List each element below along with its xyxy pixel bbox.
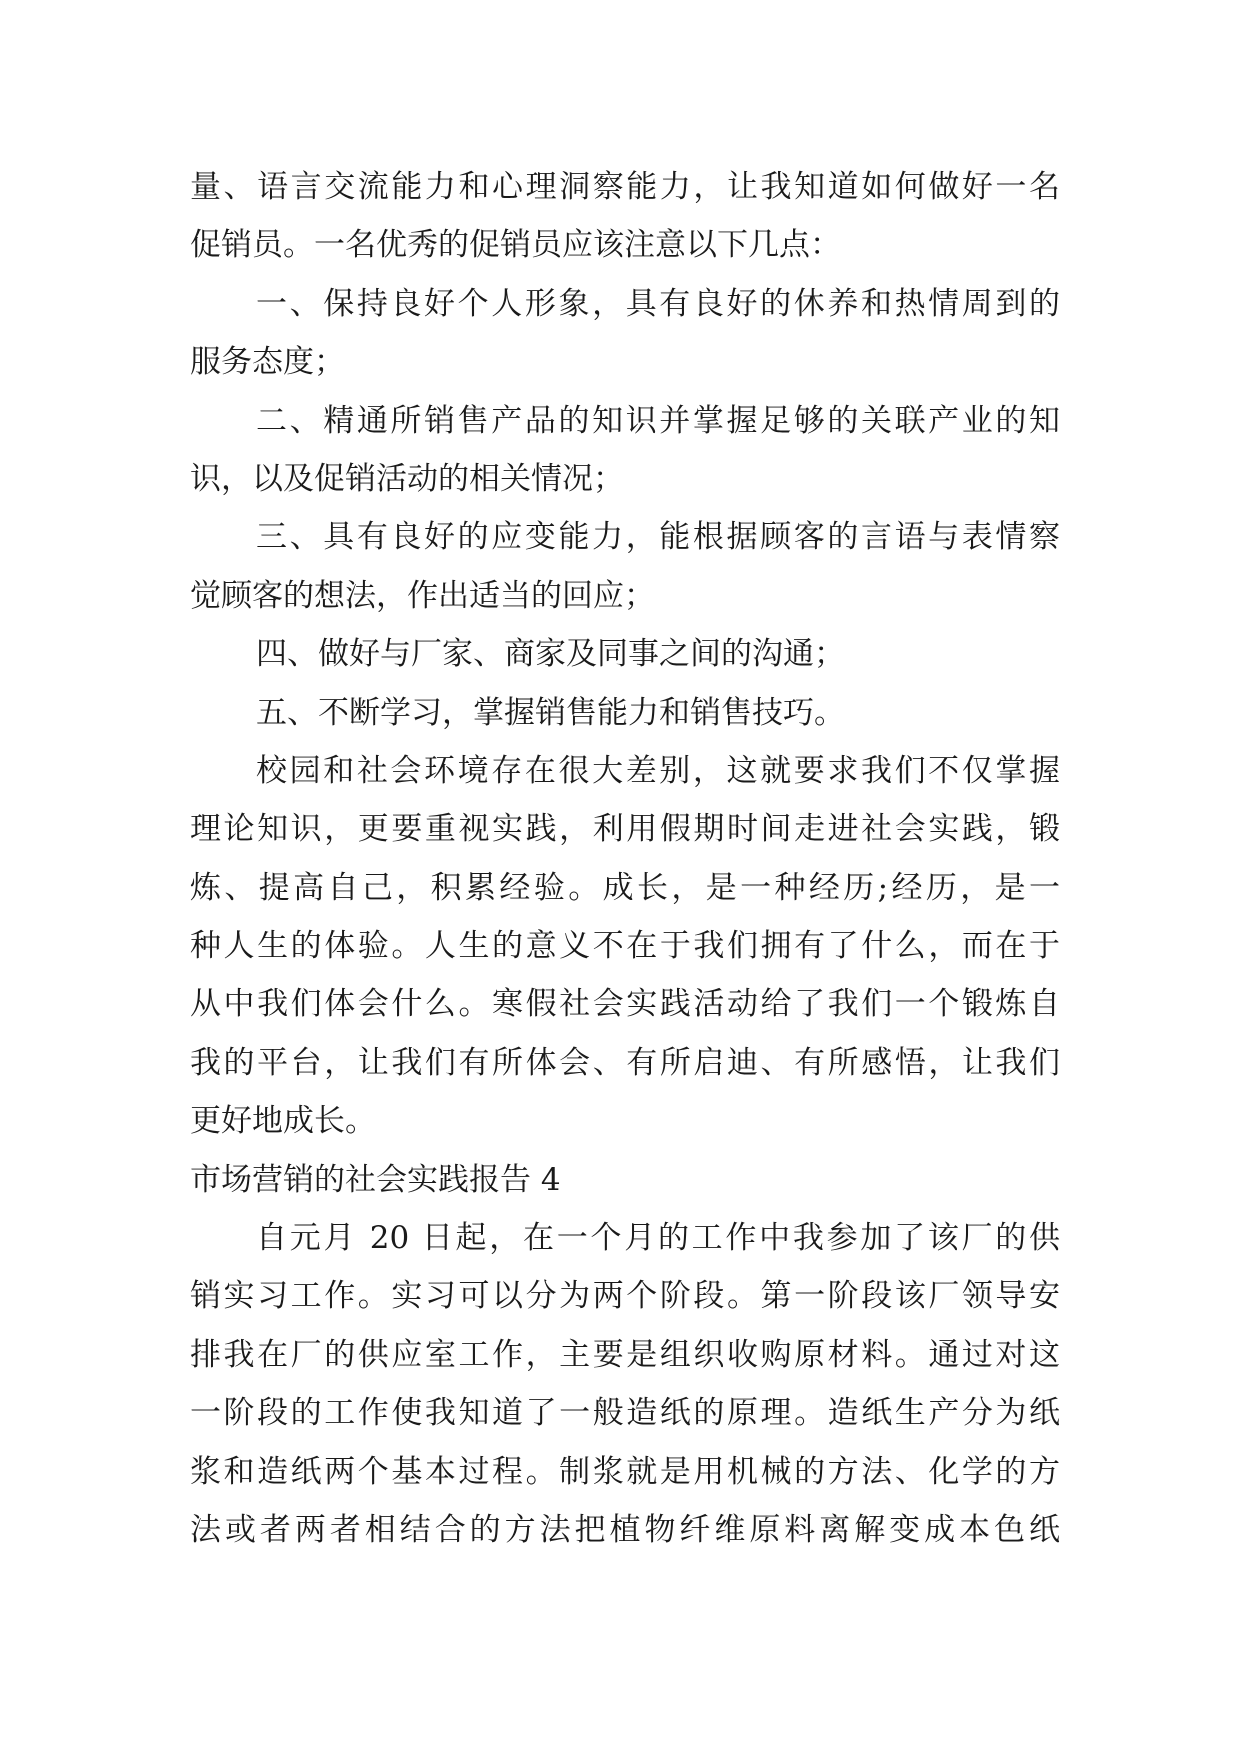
text-line: 促销员。一名优秀的促销员应该注意以下几点： xyxy=(190,227,841,264)
text-line: 识，以及促销活动的相关情况； xyxy=(190,460,624,497)
section-heading: 市场营销的社会实践报告 4 xyxy=(190,1161,561,1198)
text-line: 校园和社会环境存在很大差别，这就要求我们不仅掌握 xyxy=(256,752,1060,789)
document-body xyxy=(190,158,1060,1559)
text-line: 理论知识，更要重视实践，利用假期时间走进社会实践，锻 xyxy=(190,811,1060,848)
text-line: 觉顾客的想法，作出适当的回应； xyxy=(190,577,655,614)
text-line: 我的平台，让我们有所体会、有所启迪、有所感悟，让我们 xyxy=(190,1044,1060,1081)
text-line: 量、语言交流能力和心理洞察能力，让我知道如何做好一名 xyxy=(190,169,1060,205)
text-line: 浆和造纸两个基本过程。制浆就是用机械的方法、化学的方 xyxy=(190,1453,1060,1490)
text-line: 五、不断学习，掌握销售能力和销售技巧。 xyxy=(256,694,845,731)
text-line: 更好地成长。 xyxy=(190,1103,376,1140)
text-line: 一阶段的工作使我知道了一般造纸的原理。造纸生产分为纸 xyxy=(190,1395,1060,1432)
text-line: 种人生的体验。人生的意义不在于我们拥有了什么，而在于 xyxy=(190,928,1060,965)
text-line: 从中我们体会什么。寒假社会实践活动给了我们一个锻炼自 xyxy=(190,986,1060,1023)
text-line: 二、精通所销售产品的知识并掌握足够的关联产业的知 xyxy=(256,402,1060,439)
text-line: 三、具有良好的应变能力，能根据顾客的言语与表情察 xyxy=(256,519,1060,556)
text-line: 服务态度； xyxy=(190,344,345,381)
text-line: 一、保持良好个人形象，具有良好的休养和热情周到的 xyxy=(256,285,1060,322)
text-line: 自元月 20 日起，在一个月的工作中我参加了该厂的供 xyxy=(256,1220,1060,1257)
text-line: 法或者两者相结合的方法把植物纤维原料离解变成本色纸 xyxy=(190,1511,1060,1548)
text-line: 四、做好与厂家、商家及同事之间的沟通； xyxy=(256,636,845,673)
text-line: 排我在厂的供应室工作，主要是组织收购原材料。通过对这 xyxy=(190,1336,1060,1373)
text-line: 炼、提高自己，积累经验。成长，是一种经历;经历，是一 xyxy=(190,869,1060,906)
text-line: 销实习工作。实习可以分为两个阶段。第一阶段该厂领导安 xyxy=(190,1278,1060,1315)
